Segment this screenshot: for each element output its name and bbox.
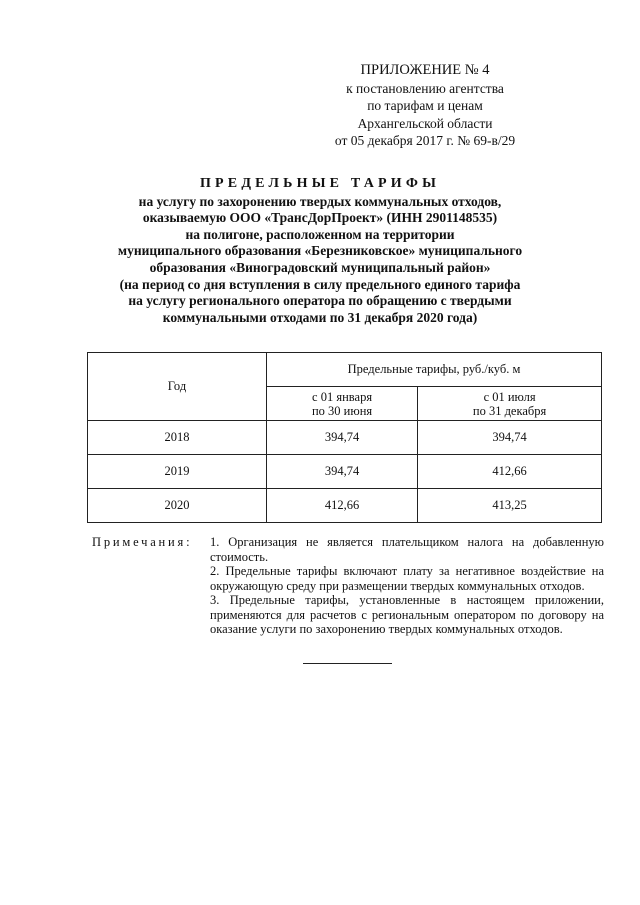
title-line: на полигоне, расположенном на территории (185, 226, 455, 242)
notes-label: Примечания: (92, 535, 193, 549)
note-item: 3. Предельные тарифы, установленные в настоящем приложении, применяются для расчетов с региональным оператором по договору на оказание услуги по захоронению твердых коммунальных отходов. (210, 593, 604, 636)
appendix-line: к постановлению агентства (346, 80, 504, 96)
table-row (88, 489, 602, 523)
period-second-half-start: с 01 июля (483, 389, 536, 404)
table-row (88, 421, 602, 455)
appendix-line: по тарифам и ценам (367, 98, 483, 113)
period-second-half-end: по 31 декабря (472, 403, 547, 418)
tariff-cell: 412,66 (267, 489, 418, 523)
table-header-row (88, 353, 602, 387)
notes-block (92, 535, 604, 637)
table-row (88, 455, 602, 489)
period-first-half-end: по 30 июня (311, 403, 373, 418)
tariff-cell: 412,66 (418, 455, 602, 489)
title-line: муниципального образования «Березниковское» муниципального (117, 243, 523, 259)
tariff-header: Предельные тарифы, руб./куб. м (267, 353, 602, 387)
title-line: образования «Виноградовский муниципальный район» (149, 259, 491, 275)
title-line: коммунальными отходами по 31 декабря 2020 года) (162, 309, 478, 325)
appendix-number: ПРИЛОЖЕНИЕ № 4 (360, 62, 490, 78)
document-title (60, 176, 580, 326)
title-heading: ПРЕДЕЛЬНЫЕ ТАРИФЫ (199, 176, 441, 191)
appendix-line: от 05 декабря 2017 г. № 69-в/29 (334, 133, 516, 148)
tariff-cell: 413,25 (418, 489, 602, 523)
year-cell: 2019 (88, 455, 267, 489)
tariff-cell: 394,74 (418, 421, 602, 455)
period-second-half (418, 387, 602, 421)
tariff-cell: 394,74 (267, 421, 418, 455)
title-line: на услугу регионального оператора по обращению с твердыми (128, 293, 512, 309)
appendix-block (305, 62, 545, 150)
note-item: 2. Предельные тарифы включают плату за негативное воздействие на окружающую среду при размещении твердых коммунальных отходов. (210, 564, 604, 593)
year-cell: 2020 (88, 489, 267, 523)
tariff-cell: 394,74 (267, 455, 418, 489)
note-item: 1. Организация не является плательщиком налога на добавленную стоимость. (210, 535, 604, 564)
tariffs-table (87, 352, 602, 523)
title-line: на услугу по захоронению твердых коммунальных отходов, (138, 193, 502, 209)
year-cell: 2018 (88, 421, 267, 455)
title-line: (на период со дня вступления в силу предельного единого тарифа (119, 276, 521, 292)
period-first-half-start: с 01 января (312, 389, 373, 404)
end-divider (303, 663, 392, 664)
year-header: Год (88, 353, 267, 421)
title-line: оказываемую ООО «ТрансДорПроект» (ИНН 2901148535) (142, 210, 498, 226)
period-first-half (267, 387, 418, 421)
notes-list (210, 535, 604, 637)
appendix-line: Архангельской области (357, 115, 493, 131)
